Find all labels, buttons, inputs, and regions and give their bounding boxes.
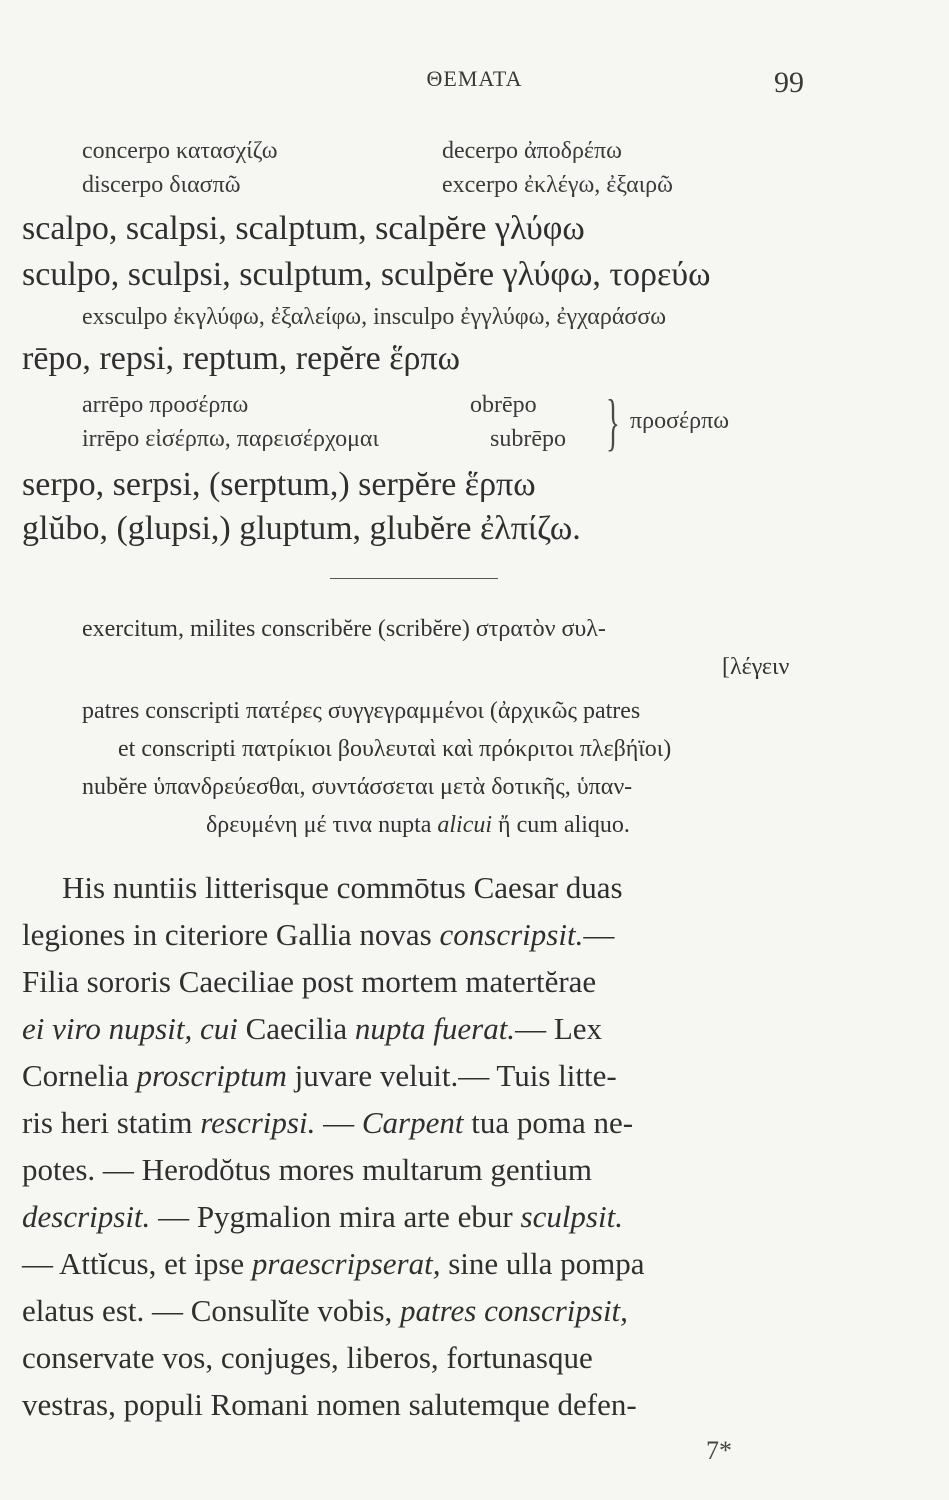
signature-mark: 7*	[706, 1436, 732, 1465]
section-divider	[330, 578, 498, 579]
para-line-9-c: sine ulla pompa	[440, 1246, 645, 1281]
curly-brace-icon: }	[606, 386, 620, 457]
para-line-6-e: tua poma ne-	[463, 1105, 634, 1140]
para-line-2-c: —	[583, 917, 615, 952]
note-exercitum-cont: [λέγειν	[722, 654, 790, 680]
para-line-5-b: proscriptum	[136, 1058, 287, 1093]
para-line-10	[22, 1293, 628, 1329]
vocab-obrepo: obrēpo	[470, 392, 537, 418]
note-nupta	[206, 812, 630, 839]
note-nupta-b: alicui	[437, 812, 493, 838]
para-line-6-c: —	[315, 1105, 362, 1140]
para-line-11: conservate vos, conjuges, liberos, fortunasque	[22, 1340, 593, 1375]
para-line-10-a: elatus est. — Consulĭte vobis,	[22, 1293, 401, 1328]
vocab-serpo: serpo, serpsi, (serptum,) serpĕre ἕρπω	[22, 466, 536, 503]
page-header-title: ΘΕΜΑΤΑ	[426, 66, 523, 91]
vocab-excerpo: excerpo ἐκλέγω, ἐξαιρῶ	[442, 172, 673, 198]
para-line-9	[22, 1246, 645, 1282]
para-line-5-c: juvare veluit.— Tuis litte-	[286, 1058, 617, 1093]
para-line-8-a: descripsit.	[22, 1199, 151, 1234]
vocab-decerpo: decerpo ἀποδρέπω	[442, 138, 622, 164]
para-line-2-a: legiones in citeriore Gallia novas	[22, 917, 440, 952]
vocab-discerpo: discerpo διασπῶ	[82, 172, 241, 198]
vocab-glubo: glŭbo, (glupsi,) gluptum, glubĕre ἐλπίζω.	[22, 510, 581, 547]
vocab-sculpo: sculpo, sculpsi, sculptum, sculpĕre γλύφω, τορεύω	[22, 256, 711, 293]
para-line-6	[22, 1105, 633, 1141]
para-line-6-a: ris heri statim	[22, 1105, 201, 1140]
para-line-7: potes. — Herodŏtus mores multarum gentium	[22, 1152, 592, 1187]
note-exercitum: exercitum, milites conscribĕre (scribĕre) στρατὸν συλ-	[82, 616, 606, 642]
para-line-5-a: Cornelia	[22, 1058, 137, 1093]
vocab-arrepo: arrēpo προσέρπω	[82, 392, 249, 418]
para-line-5	[22, 1058, 617, 1094]
note-nupta-c: ἤ cum aliquo.	[492, 812, 630, 838]
para-line-4	[22, 1011, 602, 1047]
vocab-repo: rēpo, repsi, reptum, repĕre ἕρπω	[22, 340, 461, 377]
note-nupta-a: δρευμένη μέ τινα nupta	[206, 812, 438, 838]
para-line-8	[22, 1199, 623, 1235]
para-line-2	[22, 917, 614, 953]
para-line-10-b: patres conscripsit,	[400, 1293, 628, 1328]
para-line-8-c: sculpsit.	[520, 1199, 623, 1234]
page-number: 99	[774, 66, 804, 99]
para-line-4-b: Caecilia	[237, 1011, 355, 1046]
para-line-8-b: — Pygmalion mira arte ebur	[150, 1199, 521, 1234]
para-line-4-c: nupta fuerat.	[354, 1011, 516, 1046]
para-line-3: Filia sororis Caeciliae post mortem matertĕrae	[22, 964, 597, 999]
vocab-irrepo: irrēpo εἰσέρπω, παρεισέρχομαι	[82, 426, 379, 452]
vocab-exsculpo: exsculpo ἐκγλύφω, ἐξαλείφω, insculpo ἐγγλύφω, ἐγχαράσσω	[82, 304, 667, 330]
para-line-4-d: — Lex	[515, 1011, 603, 1046]
vocab-subrepo: subrēpo	[490, 426, 566, 452]
para-line-9-a: — Attĭcus, et ipse	[22, 1246, 252, 1281]
para-line-2-b: conscripsit.	[439, 917, 584, 952]
para-line-6-b: rescripsi.	[200, 1105, 316, 1140]
note-nubere: nubĕre ὑπανδρεύεσθαι, συντάσσεται μετὰ δοτικῆς, ὑπαν-	[82, 774, 633, 800]
note-patres: patres conscripti πατέρες συγγεγραμμένοι (ἀρχικῶς patres	[82, 698, 641, 724]
para-line-1: His nuntiis litterisque commōtus Caesar duas	[62, 870, 623, 905]
para-line-12: vestras, populi Romani nomen salutemque defen-	[22, 1387, 637, 1422]
vocab-concerpo: concerpo κατασχίζω	[82, 138, 278, 164]
para-line-4-a: ei viro nupsit, cui	[22, 1011, 238, 1046]
vocab-scalpo: scalpo, scalpsi, scalptum, scalpĕre γλύφω	[22, 210, 585, 247]
para-line-6-d: Carpent	[361, 1105, 464, 1140]
vocab-brace-gloss: προσέρπω	[630, 408, 729, 434]
note-conscripti: et conscripti πατρίκιοι βουλευταὶ καὶ πρόκριτοι πλεβήϊοι)	[118, 736, 672, 762]
para-line-9-b: praescripserat,	[251, 1246, 441, 1281]
